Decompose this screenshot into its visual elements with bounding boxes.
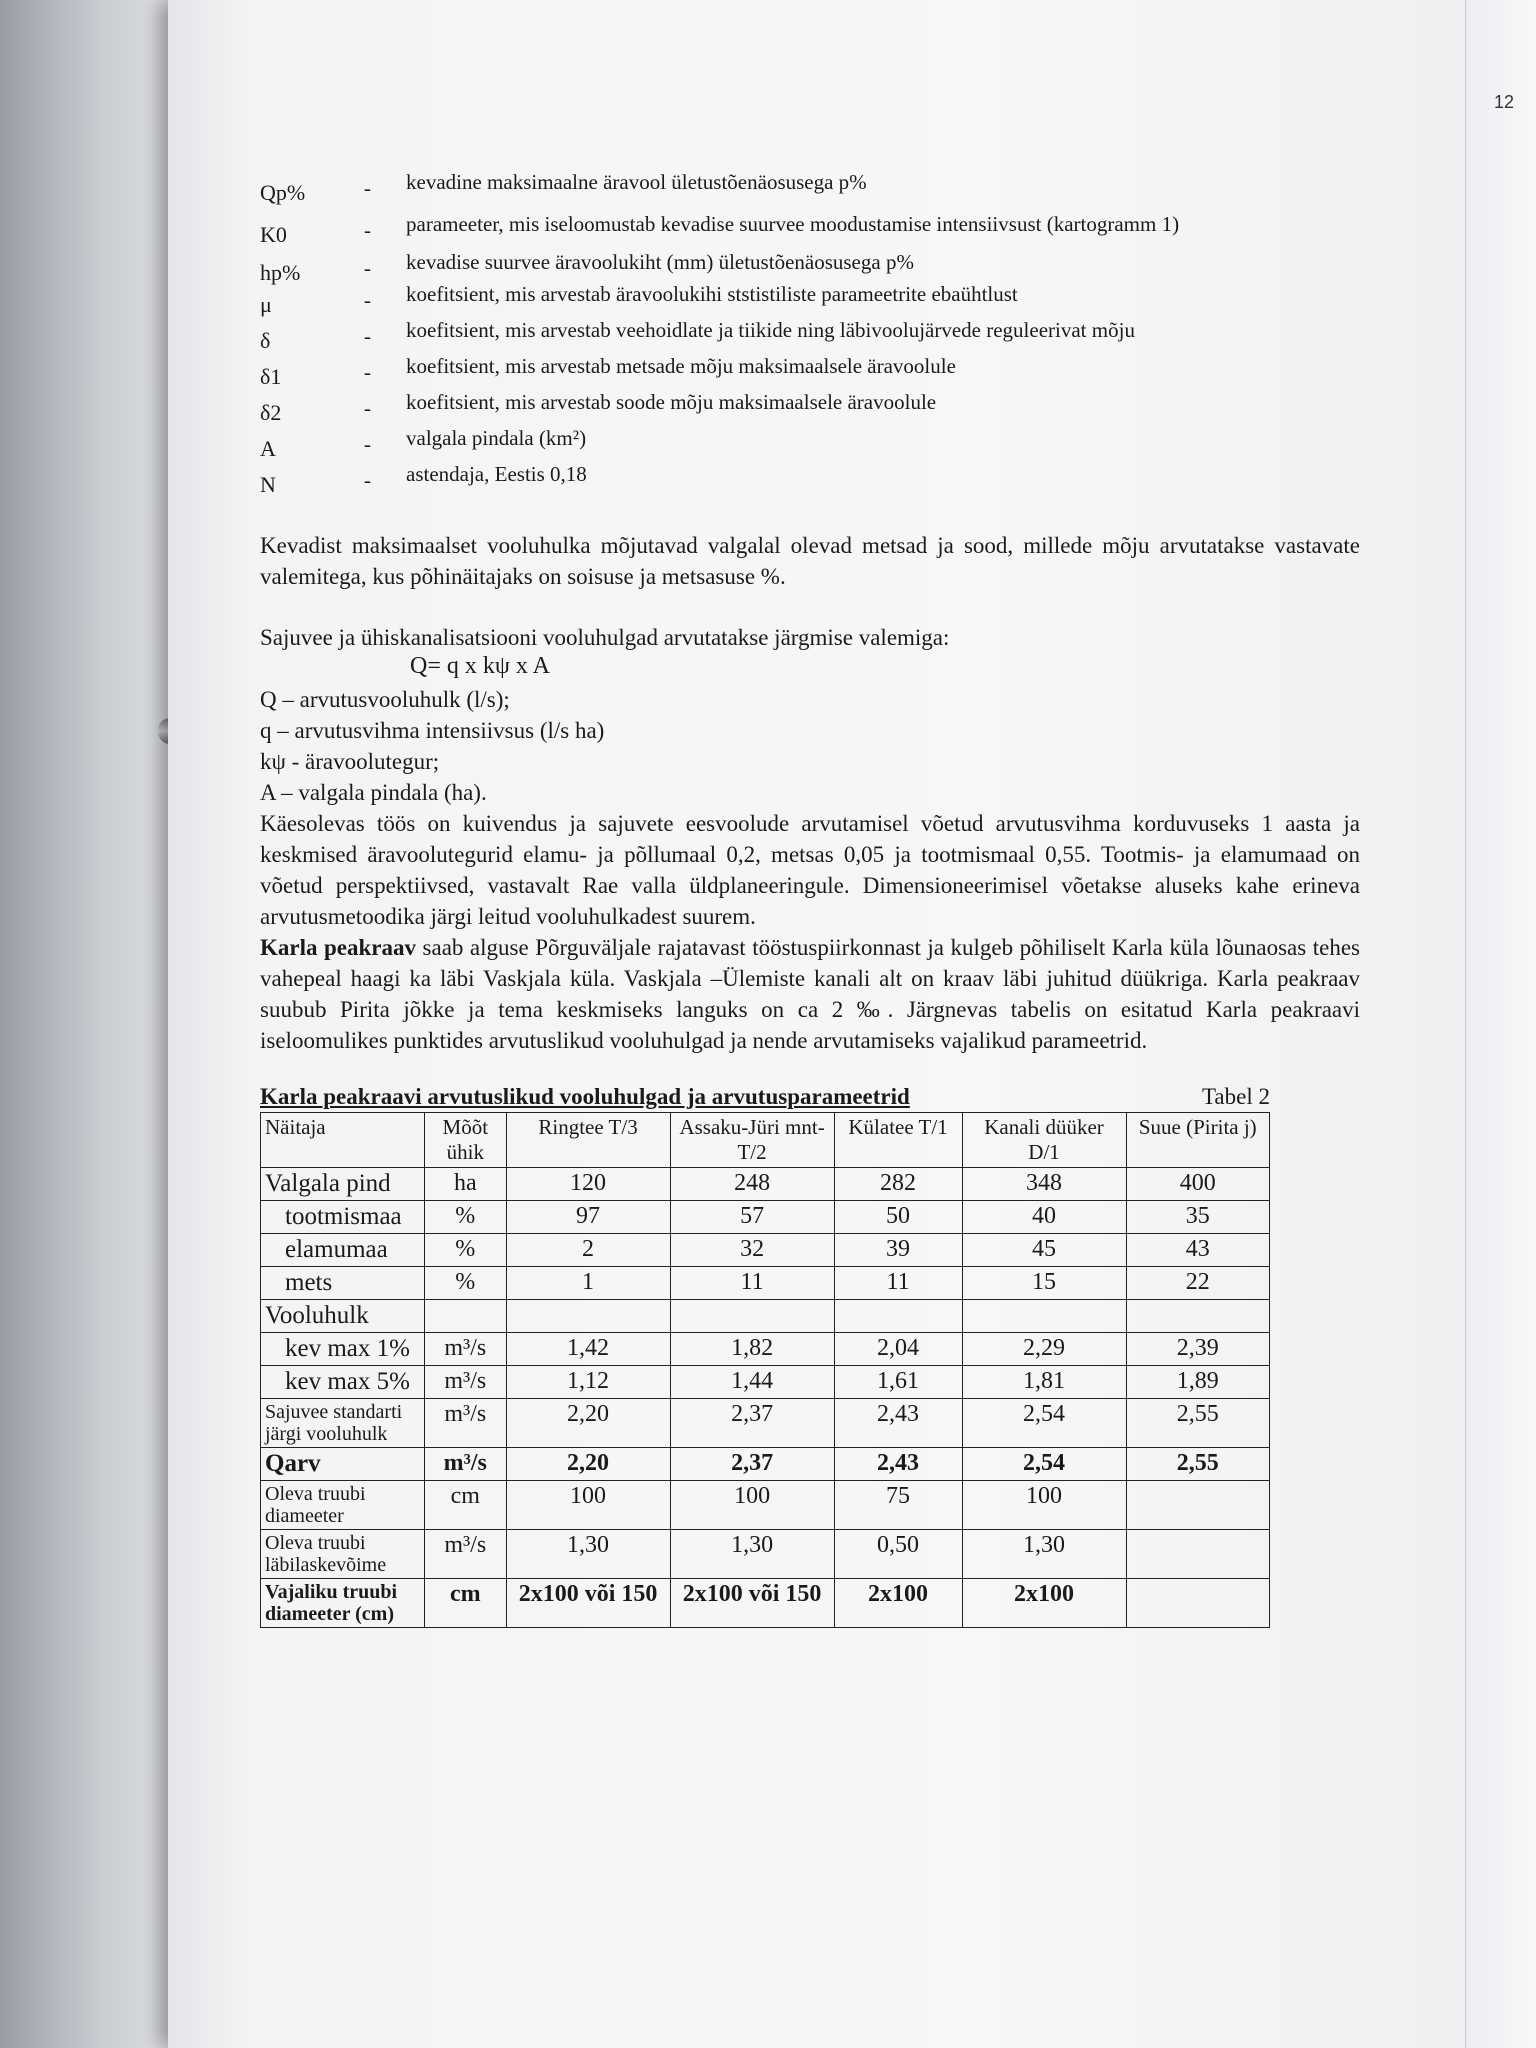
- table-cell: [1126, 1579, 1269, 1628]
- definition-symbol: δ: [260, 328, 271, 353]
- table-number: Tabel 2: [1201, 1084, 1270, 1109]
- definition-row: [260, 170, 1360, 205]
- tab-label: 12: [1493, 92, 1514, 112]
- table-cell: 43: [1126, 1234, 1269, 1267]
- definition-symbol: δ2: [260, 400, 282, 425]
- table-cell: [670, 1300, 834, 1333]
- row-unit: ha: [425, 1168, 507, 1201]
- definition-text: astendaja, Eestis 0,18: [406, 462, 587, 486]
- row-label: Oleva truubi läbilaskevõime: [261, 1530, 425, 1579]
- definition-text: koefitsient, mis arvestab veehoidlate ja tiikide ning läbivoolujärvede reguleerivat mõju: [406, 318, 1135, 342]
- table-cell: 11: [834, 1267, 962, 1300]
- row-unit: cm: [425, 1481, 507, 1530]
- table-cell: 15: [962, 1267, 1126, 1300]
- table-cell: 1: [506, 1267, 670, 1300]
- table-cell: 2: [506, 1234, 670, 1267]
- definition-row: [260, 250, 1360, 285]
- table-cell: 1,44: [670, 1366, 834, 1399]
- table-cell: 100: [506, 1481, 670, 1530]
- formula-legend-item: q – arvutusvihma intensiivsus (l/s ha): [260, 718, 605, 743]
- table-row: [261, 1168, 1270, 1201]
- row-label: Qarv: [261, 1448, 425, 1481]
- table-cell: 120: [506, 1168, 670, 1201]
- table-cell: 45: [962, 1234, 1126, 1267]
- definition-row: [260, 462, 1360, 497]
- table-cell: 11: [670, 1267, 834, 1300]
- table-cell: 2x100: [834, 1579, 962, 1628]
- table-cell: 2,43: [834, 1399, 962, 1448]
- table-cell: 348: [962, 1168, 1126, 1201]
- definition-row: [260, 212, 1360, 247]
- table-cell: 1,30: [962, 1530, 1126, 1579]
- table-cell: 2,55: [1126, 1448, 1269, 1481]
- table-cell: 1,61: [834, 1366, 962, 1399]
- col-header: Ringtee T/3: [506, 1113, 670, 1168]
- definition-dash: -: [364, 176, 371, 200]
- definition-text: koefitsient, mis arvestab soode mõju maksimaalsele äravoolule: [406, 390, 937, 414]
- definitions-list: [260, 170, 1360, 530]
- definition-dash: -: [364, 256, 371, 280]
- formula-legend: [260, 684, 1360, 808]
- table-cell: 50: [834, 1201, 962, 1234]
- table-cell: 22: [1126, 1267, 1269, 1300]
- definition-symbol: δ1: [260, 364, 282, 389]
- definition-symbol: K0: [260, 222, 287, 247]
- table-row: [261, 1579, 1270, 1628]
- table-cell: 2,54: [962, 1448, 1126, 1481]
- table-cell: [506, 1300, 670, 1333]
- definition-symbol: N: [260, 472, 276, 497]
- table-row: [261, 1300, 1270, 1333]
- row-unit: [425, 1300, 507, 1333]
- col-header: Assaku-Jüri mnt-T/2: [670, 1113, 834, 1168]
- table-cell: 248: [670, 1168, 834, 1201]
- row-unit: m³/s: [425, 1366, 507, 1399]
- formula-legend-item: A – valgala pindala (ha).: [260, 780, 487, 805]
- col-header: Kanali düüker D/1: [962, 1113, 1126, 1168]
- table-row: [261, 1481, 1270, 1530]
- col-header: Suue (Pirita j): [1126, 1113, 1269, 1168]
- definition-text: koefitsient, mis arvestab metsade mõju maksimaalsele äravoolule: [406, 354, 956, 378]
- page-edge: [1465, 0, 1536, 2048]
- row-label: Valgala pind: [261, 1168, 425, 1201]
- paragraph-karla-ditch-text: saab alguse Põrguväljale rajatavast tööstuspiirkonnast ja kulgeb põhiliselt Karla küla lõunaosas tehes vahepeal haagi ka läbi Vaskjala küla. Vaskjala –Ülemiste kanali alt on kraav läbi juhitud düükriga. Karla peakraav suubub Pirita jõkke ja tema keskmiseks languks on ca 2 ‰. Järgnevas tabelis on esitatud Karla peakraavi iseloomulikes punktides arvutuslikud vooluhulgad ja nende arvutamiseks vajalikud parameetrid.: [260, 935, 1360, 1053]
- definition-text: koefitsient, mis arvestab äravoolukihi ststistiliste parameetrite ebaühtlust: [406, 282, 1018, 306]
- col-header: Näitaja: [261, 1113, 425, 1168]
- table-cell: 39: [834, 1234, 962, 1267]
- table-cell: 2,04: [834, 1333, 962, 1366]
- definition-symbol: A: [260, 436, 276, 461]
- row-label: Oleva truubi diameeter: [261, 1481, 425, 1530]
- table-cell: 400: [1126, 1168, 1269, 1201]
- table-cell: 1,82: [670, 1333, 834, 1366]
- flow-table: [260, 1112, 1270, 1628]
- table-cell: 2,29: [962, 1333, 1126, 1366]
- definition-row: [260, 390, 1360, 425]
- definition-row: [260, 318, 1360, 353]
- table-cell: [962, 1300, 1126, 1333]
- table-row: [261, 1366, 1270, 1399]
- table-cell: 2,20: [506, 1399, 670, 1448]
- definition-dash: -: [364, 218, 371, 242]
- table-row: [261, 1267, 1270, 1300]
- formula: Q= q x kψ x A: [410, 653, 550, 679]
- col-header: Mõõt ühik: [425, 1113, 507, 1168]
- definition-dash: -: [364, 288, 371, 312]
- table-cell: 1,89: [1126, 1366, 1269, 1399]
- table-row: [261, 1234, 1270, 1267]
- table-cell: [1126, 1300, 1269, 1333]
- row-unit: m³/s: [425, 1399, 507, 1448]
- table-cell: 2,54: [962, 1399, 1126, 1448]
- table-cell: 2,37: [670, 1448, 834, 1481]
- row-unit: m³/s: [425, 1530, 507, 1579]
- table-cell: 2x100 või 150: [670, 1579, 834, 1628]
- row-unit: %: [425, 1201, 507, 1234]
- table-cell: 2,37: [670, 1399, 834, 1448]
- definition-text: kevadise suurvee äravoolukiht (mm) ületustõenäosusega p%: [406, 250, 914, 274]
- paragraph-karla-ditch: [260, 932, 1360, 1056]
- row-unit: %: [425, 1267, 507, 1300]
- table-cell: 2,39: [1126, 1333, 1269, 1366]
- formula-legend-item: kψ - äravoolutegur;: [260, 749, 440, 774]
- definition-text: valgala pindala (km²): [406, 426, 587, 450]
- table-cell: 32: [670, 1234, 834, 1267]
- row-label: Vooluhulk: [261, 1300, 425, 1333]
- table-cell: 2,20: [506, 1448, 670, 1481]
- col-header: Külatee T/1: [834, 1113, 962, 1168]
- row-label: Sajuvee standarti järgi vooluhulk: [261, 1399, 425, 1448]
- table-cell: 1,30: [506, 1530, 670, 1579]
- paragraph-stormwater-intro: Sajuvee ja ühiskanalisatsiooni vooluhulgad arvutatakse järgmise valemiga:: [260, 625, 950, 650]
- paragraph-spring-flow: Kevadist maksimaalset vooluhulka mõjutavad valgalal olevad metsad ja sood, millede mõju arvutatakse vastavate valemitega, kus põhinäitajaks on soisuse ja metsasuse %.: [260, 533, 1360, 589]
- table-cell: 1,81: [962, 1366, 1126, 1399]
- definition-dash: -: [364, 360, 371, 384]
- definition-dash: -: [364, 432, 371, 456]
- row-unit: m³/s: [425, 1333, 507, 1366]
- table-row: [261, 1333, 1270, 1366]
- row-label: elamumaa: [261, 1234, 425, 1267]
- table-cell: 57: [670, 1201, 834, 1234]
- table-cell: [834, 1300, 962, 1333]
- definition-symbol: μ: [260, 292, 272, 317]
- definition-text: kevadine maksimaalne äravool ületustõenäosusega p%: [406, 170, 867, 194]
- formula-legend-item: Q – arvutusvooluhulk (l/s);: [260, 687, 510, 712]
- table-cell: 2x100: [962, 1579, 1126, 1628]
- table-cell: 35: [1126, 1201, 1269, 1234]
- table-cell: 100: [670, 1481, 834, 1530]
- definition-dash: -: [364, 468, 371, 492]
- paragraph-karla-ditch-bold: Karla peakraav: [260, 935, 417, 960]
- table-cell: 75: [834, 1481, 962, 1530]
- table-cell: 0,50: [834, 1530, 962, 1579]
- definition-row: [260, 426, 1360, 461]
- row-label: Vajaliku truubi diameeter (cm): [261, 1579, 425, 1628]
- table-title: Karla peakraavi arvutuslikud vooluhulgad ja arvutusparameetrid: [260, 1084, 910, 1109]
- row-label: kev max 5%: [261, 1366, 425, 1399]
- table-cell: 1,12: [506, 1366, 670, 1399]
- table-cell: 100: [962, 1481, 1126, 1530]
- table-cell: 97: [506, 1201, 670, 1234]
- paragraph-method: Käesolevas töös on kuivendus ja sajuvete eesvoolude arvutamisel võetud arvutusvihma korduvuseks 1 aasta ja keskmised äravoolutegurid elamu- ja põllumaal 0,2, metsas 0,05 ja tootmismaal 0,55. Tootmis- ja elamumaad on võetud perspektiivsed, vastavalt Rae valla üldplaneeringule. Dimensioneerimisel võetakse aluseks kahe erineva arvutusmetoodika järgi leitud vooluhulkadest suurem.: [260, 811, 1360, 929]
- table-cell: 2,55: [1126, 1399, 1269, 1448]
- table-cell: 2,43: [834, 1448, 962, 1481]
- row-unit: %: [425, 1234, 507, 1267]
- row-unit: cm: [425, 1579, 507, 1628]
- row-label: kev max 1%: [261, 1333, 425, 1366]
- table-row: [261, 1399, 1270, 1448]
- table-row: [261, 1201, 1270, 1234]
- definition-dash: -: [364, 396, 371, 420]
- definition-text: parameeter, mis iseloomustab kevadise suurvee moodustamise intensiivsust (kartogramm 1): [406, 212, 1180, 236]
- table-row: [261, 1530, 1270, 1579]
- table-header: [260, 1084, 1270, 1110]
- table-cell: 2x100 või 150: [506, 1579, 670, 1628]
- table-row: [261, 1448, 1270, 1481]
- definition-symbol: Qp%: [260, 180, 306, 205]
- definition-row: [260, 354, 1360, 389]
- table-cell: [1126, 1481, 1269, 1530]
- table-cell: 1,30: [670, 1530, 834, 1579]
- table-cell: [1126, 1530, 1269, 1579]
- definition-symbol: hp%: [260, 260, 301, 285]
- page-content: [260, 170, 1360, 1628]
- row-label: mets: [261, 1267, 425, 1300]
- row-unit: m³/s: [425, 1448, 507, 1481]
- table-cell: 1,42: [506, 1333, 670, 1366]
- row-label: tootmismaa: [261, 1201, 425, 1234]
- definition-row: [260, 282, 1360, 317]
- table-cell: 282: [834, 1168, 962, 1201]
- table-cell: 40: [962, 1201, 1126, 1234]
- table-header-row: [261, 1113, 1270, 1168]
- definition-dash: -: [364, 324, 371, 348]
